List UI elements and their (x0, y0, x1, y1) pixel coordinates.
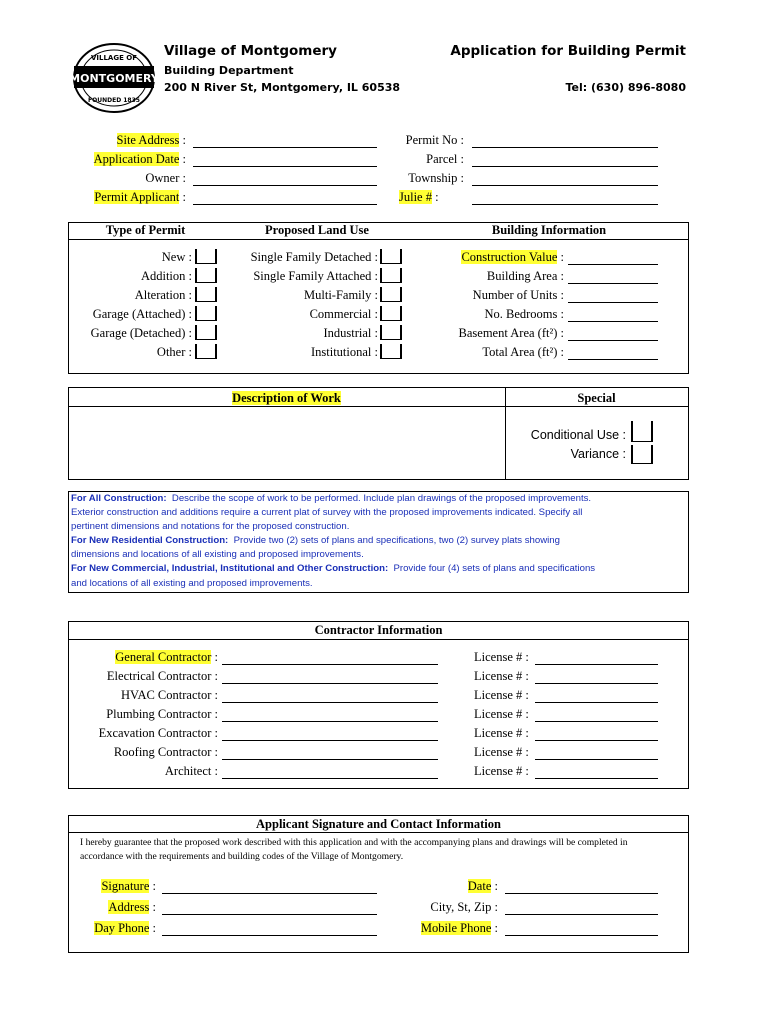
permit-no-field[interactable] (472, 147, 658, 148)
license-label-roofing: License # (474, 745, 523, 759)
land-use-single-attached-checkbox[interactable] (380, 268, 402, 283)
guarantee-statement (80, 836, 628, 864)
no-bedrooms-field[interactable] (568, 321, 658, 322)
city-st-zip-label: City, St, Zip (430, 900, 492, 914)
address-label: Address (108, 900, 150, 914)
general-contractor-field[interactable] (222, 664, 438, 665)
department-phone: Tel: (630) 896-8080 (565, 81, 686, 94)
conditional-use-checkbox[interactable] (631, 421, 653, 442)
all-construction-text-2: Exterior construction and additions require a current plat of survey with the proposed improvements indicated. Specify all (71, 507, 583, 519)
permit-type-alteration: Alteration (134, 288, 186, 302)
roofing-contractor-label: Roofing Contractor (113, 745, 212, 759)
mobile-phone-field[interactable] (505, 935, 658, 936)
permit-type-other: Other (156, 345, 186, 359)
all-construction-text-3: pertinent dimensions and notations for the proposed construction. (71, 521, 350, 533)
permit-type-addition: Addition (140, 269, 186, 283)
department-address: 200 N River St, Montgomery, IL 60538 (164, 81, 401, 94)
land-use-industrial-checkbox[interactable] (380, 325, 402, 340)
department-name: Building Department (164, 64, 294, 77)
license-label-general: License # (474, 650, 523, 664)
julie-label: Julie # (399, 190, 432, 204)
license-hvac-field[interactable] (535, 702, 658, 703)
excavation-contractor-field[interactable] (222, 740, 438, 741)
construction-value-field[interactable] (568, 264, 658, 265)
hvac-contractor-label: HVAC Contractor (121, 688, 212, 702)
contractor-heading: Contractor Information (314, 623, 443, 637)
guarantee-statement-line-2: accordance with the requirements and building codes of the Village of Montgomery. (80, 851, 404, 862)
julie-field[interactable] (472, 204, 658, 205)
day-phone-field[interactable] (162, 935, 377, 936)
all-construction-text-1: Describe the scope of work to be performed. Include plan drawings of the proposed improvements. (171, 493, 592, 504)
application-date-label: Application Date (93, 152, 180, 166)
license-plumbing-field[interactable] (535, 721, 658, 722)
land-use-institutional: Institutional (310, 345, 372, 359)
land-use-commercial-checkbox[interactable] (380, 306, 402, 321)
permit-type-garage-detached-checkbox[interactable] (195, 325, 217, 340)
seal-top-text: VILLAGE OF (90, 54, 138, 62)
general-contractor-label: General Contractor (115, 650, 212, 664)
city-st-zip-field[interactable] (505, 914, 658, 915)
land-use-commercial: Commercial (309, 307, 372, 321)
land-use-multi-family-checkbox[interactable] (380, 287, 402, 302)
signature-field[interactable] (162, 893, 377, 894)
parcel-field[interactable] (472, 166, 658, 167)
seal-middle-text: MONTGOMERY (72, 72, 156, 85)
village-name: Village of Montgomery (164, 43, 337, 59)
number-of-units-field[interactable] (568, 302, 658, 303)
hvac-contractor-field[interactable] (222, 702, 438, 703)
site-address-field[interactable] (193, 147, 377, 148)
permit-type-addition-checkbox[interactable] (195, 268, 217, 283)
signature-label: Signature (101, 879, 150, 893)
description-of-work-heading: Description of Work (232, 391, 341, 405)
all-construction-label: For All Construction: (71, 493, 167, 504)
number-of-units-label: Number of Units (472, 288, 558, 302)
special-heading: Special (577, 391, 616, 405)
permit-type-alteration-checkbox[interactable] (195, 287, 217, 302)
applicant-heading: Applicant Signature and Contact Information (256, 817, 501, 831)
site-address-label: Site Address (116, 133, 180, 147)
license-label-hvac: License # (474, 688, 523, 702)
electrical-contractor-field[interactable] (222, 683, 438, 684)
date-label: Date (467, 879, 492, 893)
permit-type-new: New (161, 250, 186, 264)
license-roofing-field[interactable] (535, 759, 658, 760)
land-use-single-attached: Single Family Attached (253, 269, 372, 283)
license-label-architect: License # (474, 764, 523, 778)
architect-label: Architect (164, 764, 212, 778)
plumbing-contractor-field[interactable] (222, 721, 438, 722)
township-label: Township (408, 171, 458, 185)
building-area-field[interactable] (568, 283, 658, 284)
commercial-text-2: and locations of all existing and proposed improvements. (71, 577, 313, 589)
variance-label: Variance (570, 447, 620, 461)
license-label-electrical: License # (474, 669, 523, 683)
license-electrical-field[interactable] (535, 683, 658, 684)
owner-label: Owner (145, 171, 180, 185)
residential-text-1: Provide two (2) sets of plans and specifications, two (2) survey plats showing (233, 535, 560, 547)
permit-type-garage-attached: Garage (Attached) (92, 307, 186, 321)
form-title: Application for Building Permit (450, 43, 686, 59)
building-area-label: Building Area (486, 269, 558, 283)
guarantee-statement-line-1: I hereby guarantee that the proposed work described with this application and with the accompanying plans and drawings will be completed in (80, 837, 628, 848)
residential-text-2: dimensions and locations of all existing and proposed improvements. (71, 549, 364, 561)
mobile-phone-label: Mobile Phone (420, 921, 492, 935)
owner-field[interactable] (193, 185, 377, 186)
parcel-label: Parcel (426, 152, 458, 166)
permit-no-label: Permit No (405, 133, 458, 147)
roofing-contractor-field[interactable] (222, 759, 438, 760)
contractor-section (68, 621, 689, 789)
permit-type-new-checkbox[interactable] (195, 249, 217, 264)
basement-area-field[interactable] (568, 340, 658, 341)
permit-applicant-field[interactable] (193, 204, 377, 205)
excavation-contractor-label: Excavation Contractor (98, 726, 212, 740)
no-bedrooms-label: No. Bedrooms (484, 307, 558, 321)
land-use-multi-family: Multi-Family (304, 288, 372, 302)
plumbing-contractor-label: Plumbing Contractor (106, 707, 212, 721)
land-use-industrial: Industrial (323, 326, 372, 340)
conditional-use-label: Conditional Use (530, 428, 620, 442)
permit-type-garage-detached: Garage (Detached) (90, 326, 186, 340)
application-date-field[interactable] (193, 166, 377, 167)
commercial-text-1: Provide four (4) sets of plans and specifications (393, 563, 596, 575)
land-use-heading: Proposed Land Use (265, 223, 369, 237)
type-of-permit-heading: Type of Permit (105, 223, 186, 237)
day-phone-label: Day Phone (94, 921, 150, 935)
permit-applicant-label: Permit Applicant (94, 190, 180, 204)
date-field[interactable] (505, 893, 658, 894)
building-info-heading: Building Information (491, 223, 607, 237)
seal-bottom-text: FOUNDED 1835 (88, 97, 140, 104)
total-area-label: Total Area (ft²) (482, 345, 558, 359)
land-use-single-detached: Single Family Detached (250, 250, 372, 264)
land-use-institutional-checkbox[interactable] (380, 344, 402, 359)
architect-field[interactable] (222, 778, 438, 779)
description-of-work-field[interactable] (70, 408, 503, 476)
license-general-field[interactable] (535, 664, 658, 665)
variance-checkbox[interactable] (631, 445, 653, 464)
village-seal (72, 42, 156, 114)
basement-area-label: Basement Area (ft²) (458, 326, 558, 340)
township-field[interactable] (472, 185, 658, 186)
license-architect-field[interactable] (535, 778, 658, 779)
instructions-text (71, 492, 685, 591)
permit-type-other-checkbox[interactable] (195, 344, 217, 359)
license-label-excavation: License # (474, 726, 523, 740)
address-field[interactable] (162, 914, 377, 915)
residential-label: For New Residential Construction: (71, 535, 229, 547)
total-area-field[interactable] (568, 359, 658, 360)
license-excavation-field[interactable] (535, 740, 658, 741)
commercial-label: For New Commercial, Industrial, Institutional and Other Construction: (71, 563, 389, 575)
permit-type-garage-attached-checkbox[interactable] (195, 306, 217, 321)
land-use-single-detached-checkbox[interactable] (380, 249, 402, 264)
electrical-contractor-label: Electrical Contractor (106, 669, 212, 683)
construction-value-label: Construction Value (461, 250, 558, 264)
license-label-plumbing: License # (474, 707, 523, 721)
